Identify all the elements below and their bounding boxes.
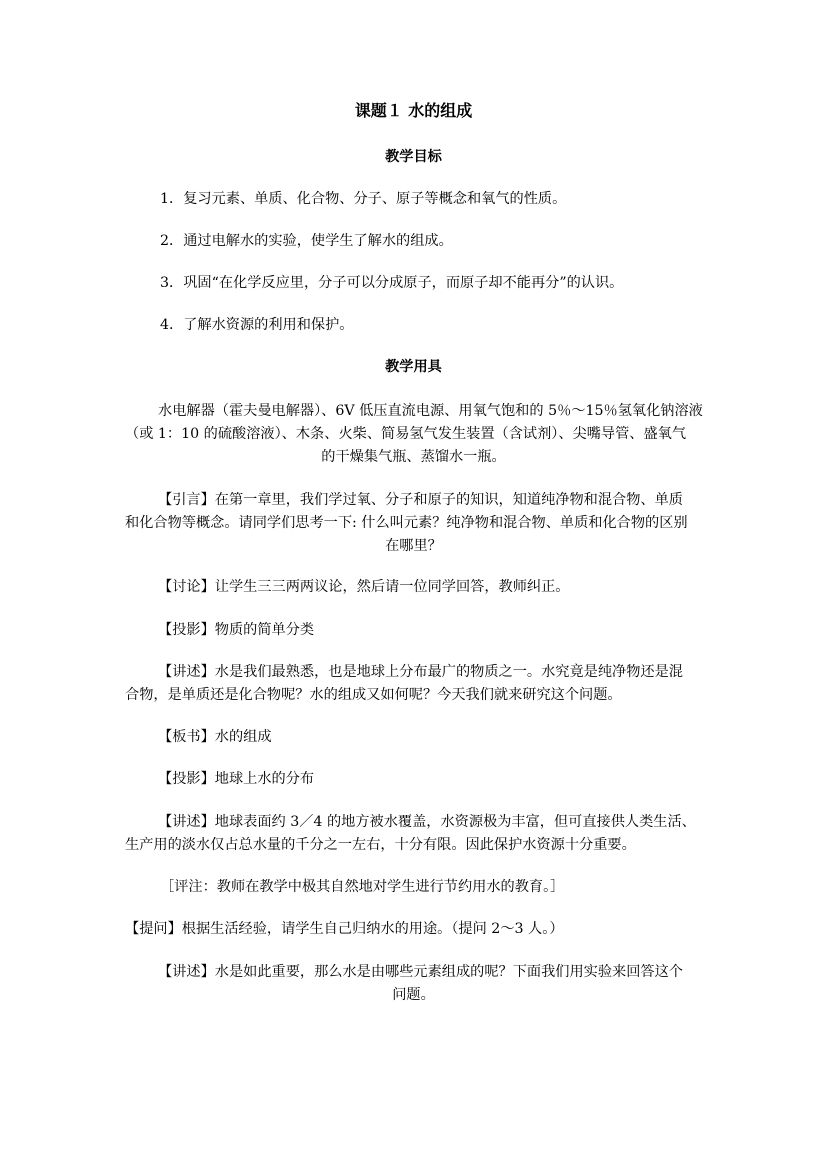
projection-line-2: [158, 770, 314, 788]
lecture3-text: 水是如此重要，那么水是由哪些元素组成的呢？下面我们用实验来回答这个: [214, 964, 683, 980]
intro-line-1: [158, 491, 683, 509]
discussion-text: 让学生三三两两议论，然后请一位同学回答，教师纠正。: [214, 579, 570, 595]
lecture3-tag: 【讲述】: [158, 964, 215, 980]
objective-item-2: 2．通过电解水的实验，使学生了解水的组成。: [160, 233, 453, 249]
question-tag: 【提问】: [125, 921, 182, 937]
question-line: [125, 920, 564, 938]
intro-tag: 【引言】: [158, 492, 215, 508]
lecture1-line-2: 合物，是单质还是化合物呢？水的组成又如何呢？今天我们就来研究这个问题。: [125, 687, 622, 703]
materials-line-3: 的干燥集气瓶、蒸馏水一瓶。: [321, 449, 506, 465]
page-title: 课题１ 水的组成: [354, 101, 473, 120]
question-text: 根据生活经验，请学生自己归纳水的用途。（提问 2～3 人。）: [181, 921, 564, 937]
lecture2-line-2: 生产用的淡水仅占总水量的千分之一左右，十分有限。因此保护水资源十分重要。: [125, 837, 636, 853]
materials-line-1: 水电解器（霍夫曼电解器）、6V 低压直流电源、用氧气饱和的 5％～15％氢氧化钠溶液: [158, 403, 703, 419]
objective-item-4: 4．了解水资源的利用和保护。: [160, 317, 354, 333]
projection-tag-2: 【投影】: [158, 771, 215, 787]
materials-line-2: （或 1：10 的硫酸溶液）、木条、火柴、简易氢气发生装置（含试剂）、尖嘴导管、盛氧气: [125, 426, 687, 442]
lecture3-line-2: 问题。: [392, 987, 435, 1003]
objective-item-1: 1．复习元素、单质、化合物、分子、原子等概念和氧气的性质。: [160, 191, 567, 207]
projection-tag-1: 【投影】: [158, 622, 215, 638]
lecture2-tag: 【讲述】: [158, 814, 215, 830]
objective-item-3: 3．巩固“在化学反应里，分子可以分成原子，而原子却不能再分”的认识。: [160, 275, 624, 291]
intro-line-2: 和化合物等概念。请同学们思考一下: 什么叫元素？纯净物和混合物、单质和化合物的区别: [125, 515, 688, 531]
materials-heading: 教学用具: [385, 359, 442, 375]
intro-line-3: 在哪里？: [385, 538, 442, 554]
lecture2-line-1: [158, 813, 696, 831]
objectives-heading: 教学目标: [385, 149, 442, 165]
projection-line-1: [158, 621, 314, 639]
comment-line: ［评注：教师在教学中极其自然地对学生进行节约用水的教育。］: [160, 879, 565, 895]
projection-text-2: 地球上水的分布: [214, 771, 315, 787]
lecture3-line-1: [158, 963, 683, 981]
lecture1-tag: 【讲述】: [158, 664, 215, 680]
board-text: 水的组成: [214, 729, 272, 745]
board-line: [158, 728, 272, 746]
discussion-tag: 【讨论】: [158, 579, 215, 595]
board-tag: 【板书】: [158, 729, 215, 745]
projection-text-1: 物质的简单分类: [214, 622, 315, 638]
discussion-line: [158, 578, 569, 596]
lecture1-text: 水是我们最熟悉，也是地球上分布最广的物质之一。水究竟是纯净物还是混: [214, 664, 683, 680]
lecture1-line-1: [158, 663, 683, 681]
intro-text: 在第一章里，我们学过氧、分子和原子的知识，知道纯净物和混合物、单质: [214, 492, 683, 508]
lecture2-text: 地球表面约 3／4 的地方被水覆盖，水资源极为丰富，但可直接供人类生活、: [214, 814, 696, 830]
